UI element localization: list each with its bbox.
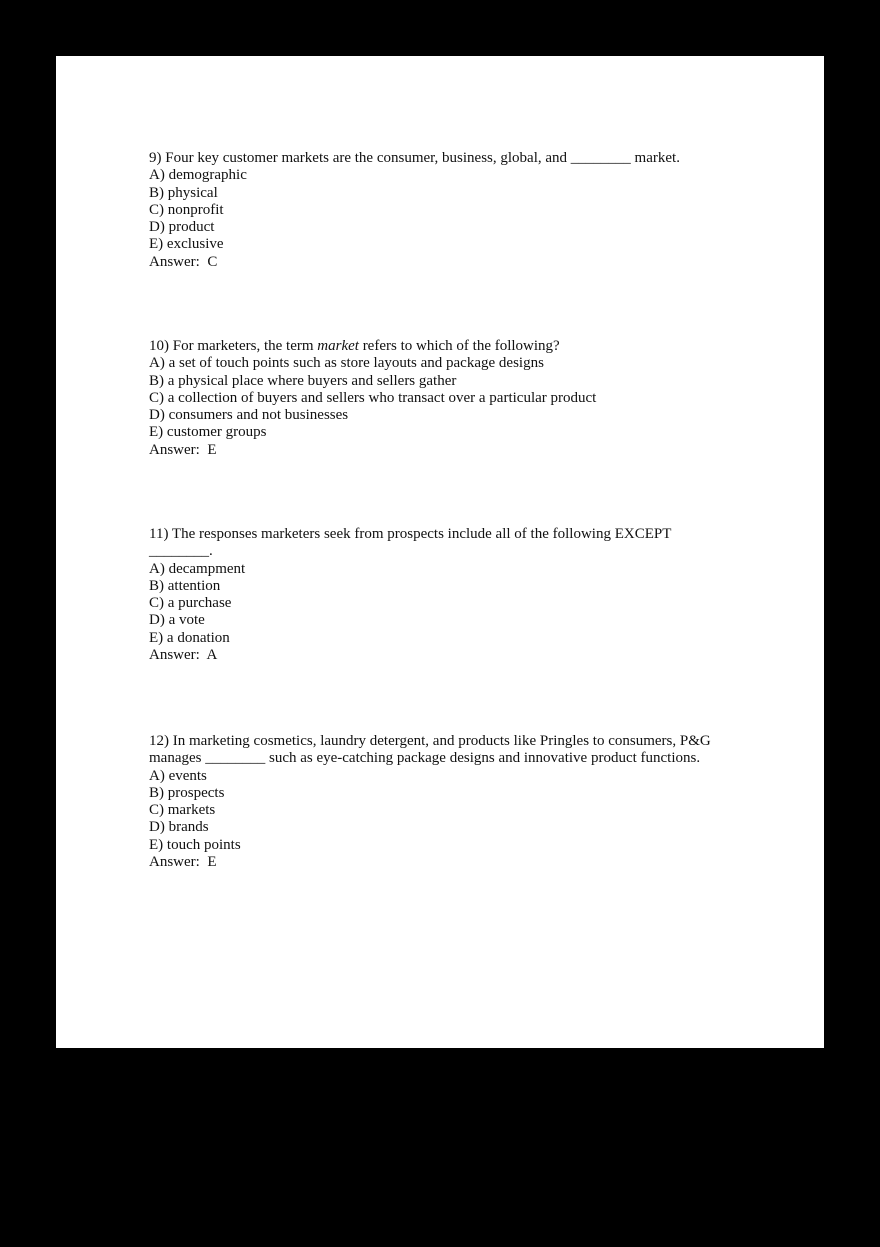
stem-italic-term: market — [317, 338, 359, 354]
option-e: E) touch points — [149, 836, 241, 853]
stem-text: 10) For marketers, the term — [149, 338, 318, 354]
option-a: A) decampment — [149, 560, 246, 577]
option-b: B) prospects — [149, 784, 225, 801]
answer: Answer: C — [149, 253, 218, 270]
question-stem: 9) Four key customer markets are the consumer, business, global, and ________ market. — [149, 150, 680, 166]
question-9 — [149, 150, 729, 271]
option-b: B) attention — [149, 577, 221, 594]
question-10 — [149, 338, 729, 459]
option-c: C) a collection of buyers and sellers who transact over a particular product — [149, 389, 597, 406]
option-a: A) events — [149, 767, 207, 784]
document-page — [56, 56, 824, 1048]
option-a: A) a set of touch points such as store layouts and package designs — [149, 355, 544, 372]
answer: Answer: A — [149, 647, 218, 664]
question-stem: 12) In marketing cosmetics, laundry detergent, and products like Pringles to consumers, P&G — [149, 733, 711, 749]
option-c: C) markets — [149, 802, 216, 819]
question-stem: 11) The responses marketers seek from prospects include all of the following EXCEPT — [149, 526, 672, 542]
option-d: D) consumers and not businesses — [149, 407, 349, 424]
option-b: B) a physical place where buyers and sellers gather — [149, 372, 457, 389]
option-b: B) physical — [149, 184, 218, 201]
option-d: D) brands — [149, 819, 209, 836]
question-stem — [149, 338, 729, 355]
option-d: D) product — [149, 219, 215, 236]
question-11 — [149, 526, 729, 664]
stem-text: refers to which of the following? — [358, 338, 560, 354]
option-e: E) customer groups — [149, 424, 267, 441]
option-a: A) demographic — [149, 167, 247, 184]
question-stem-cont: manages ________ such as eye-catching package designs and innovative product functions. — [149, 750, 701, 767]
question-12 — [149, 733, 729, 871]
option-e: E) exclusive — [149, 236, 224, 253]
option-c: C) nonprofit — [149, 201, 224, 218]
answer: Answer: E — [149, 854, 217, 871]
option-d: D) a vote — [149, 612, 205, 629]
question-stem-blank: ________. — [149, 543, 213, 560]
answer: Answer: E — [149, 441, 217, 458]
option-e: E) a donation — [149, 629, 230, 646]
option-c: C) a purchase — [149, 595, 232, 612]
